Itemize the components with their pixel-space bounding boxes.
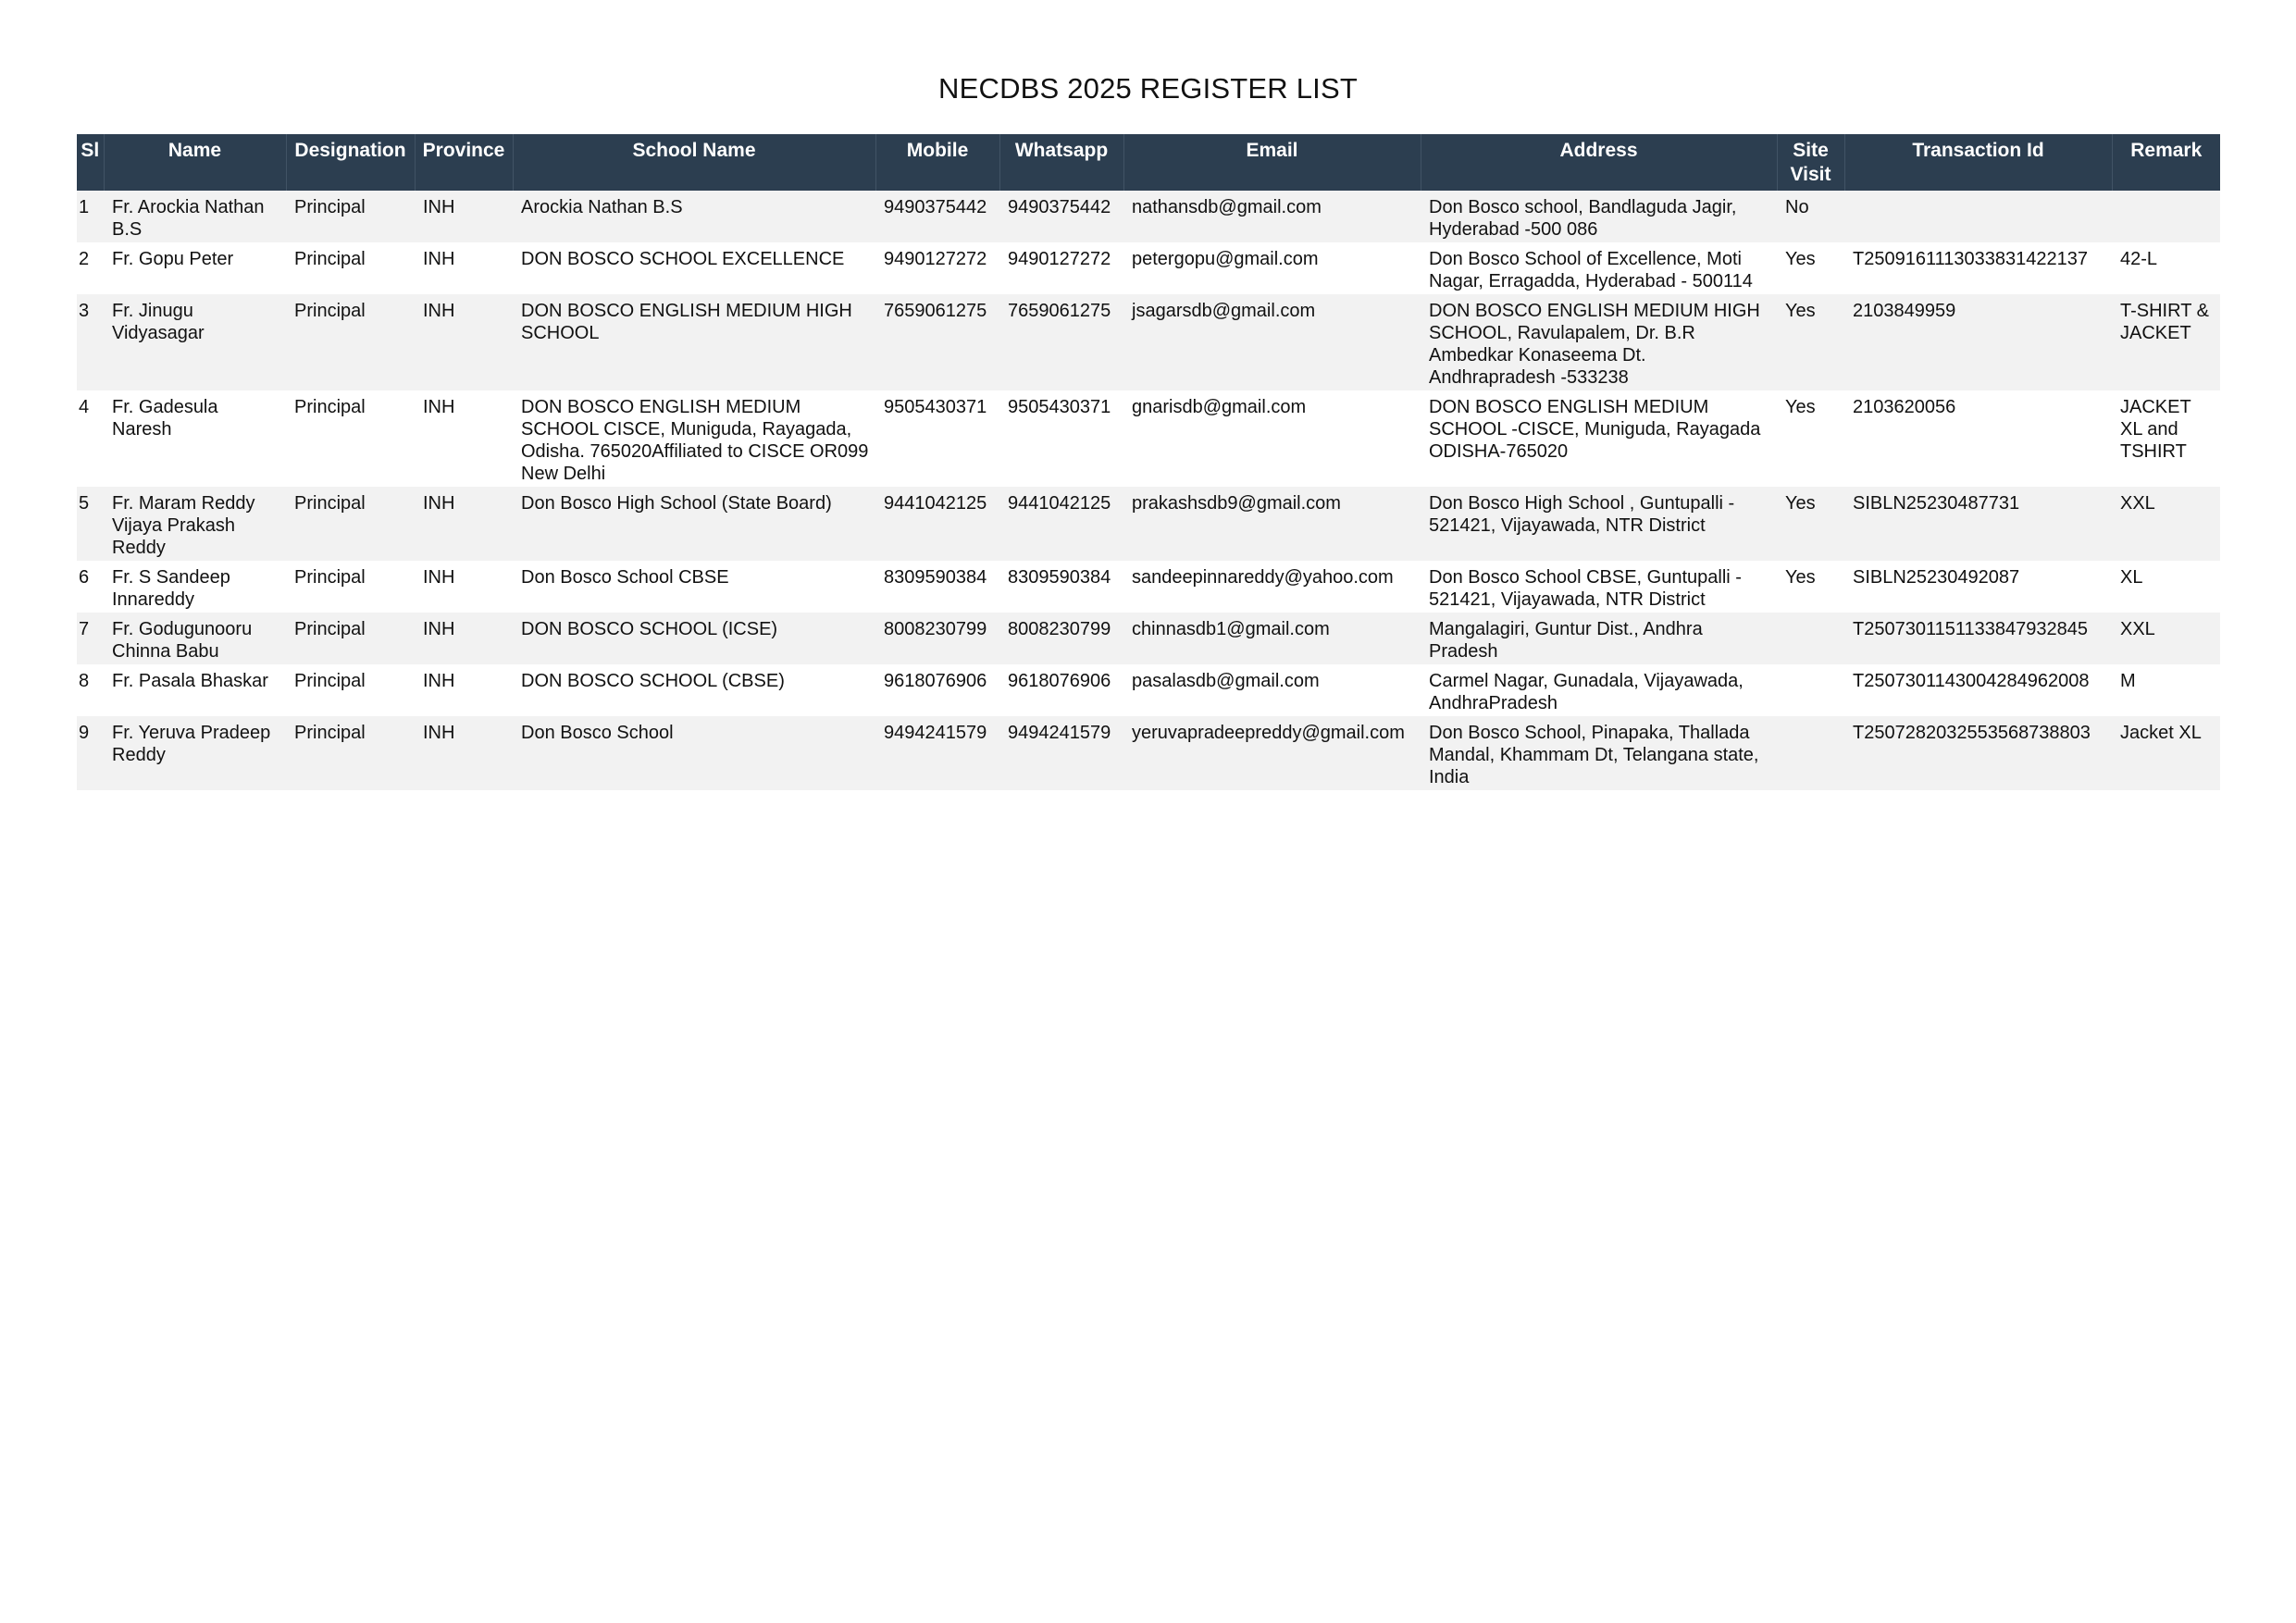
header-address: Address — [1421, 134, 1777, 191]
header-mobile: Mobile — [875, 134, 999, 191]
cell-name: Fr. Arockia Nathan B.S — [104, 191, 286, 242]
cell-email: nathansdb@gmail.com — [1123, 191, 1421, 242]
cell-email: chinnasdb1@gmail.com — [1123, 613, 1421, 664]
table-row — [77, 664, 2220, 716]
cell-address: Don Bosco school, Bandlaguda Jagir, Hyderabad -500 086 — [1421, 191, 1777, 242]
cell-remark: XXL — [2112, 613, 2220, 664]
table-row — [77, 487, 2220, 561]
cell-province: INH — [415, 242, 513, 294]
table-row — [77, 191, 2220, 242]
cell-sl: 4 — [77, 390, 104, 487]
cell-transaction-id: SIBLN25230487731 — [1844, 487, 2112, 561]
register-table — [77, 134, 2220, 790]
cell-designation: Principal — [286, 191, 415, 242]
header-sl: Sl — [77, 134, 104, 191]
cell-designation: Principal — [286, 561, 415, 613]
cell-designation: Principal — [286, 390, 415, 487]
cell-email: yeruvapradeepreddy@gmail.com — [1123, 716, 1421, 790]
cell-mobile: 8008230799 — [875, 613, 999, 664]
cell-school-name: Don Bosco School CBSE — [513, 561, 875, 613]
table-row — [77, 716, 2220, 790]
cell-school-name: DON BOSCO SCHOOL (ICSE) — [513, 613, 875, 664]
cell-school-name: DON BOSCO SCHOOL EXCELLENCE — [513, 242, 875, 294]
cell-remark: 42-L — [2112, 242, 2220, 294]
cell-sl: 7 — [77, 613, 104, 664]
cell-transaction-id — [1844, 191, 2112, 242]
cell-transaction-id: 2103849959 — [1844, 294, 2112, 390]
cell-province: INH — [415, 390, 513, 487]
header-email: Email — [1123, 134, 1421, 191]
cell-email: gnarisdb@gmail.com — [1123, 390, 1421, 487]
header-transaction-id: Transaction Id — [1844, 134, 2112, 191]
cell-transaction-id: SIBLN25230492087 — [1844, 561, 2112, 613]
cell-mobile: 9505430371 — [875, 390, 999, 487]
cell-mobile: 9494241579 — [875, 716, 999, 790]
cell-email: sandeepinnareddy@yahoo.com — [1123, 561, 1421, 613]
cell-sl: 1 — [77, 191, 104, 242]
cell-email: jsagarsdb@gmail.com — [1123, 294, 1421, 390]
cell-school-name: DON BOSCO ENGLISH MEDIUM HIGH SCHOOL — [513, 294, 875, 390]
cell-site-visit: Yes — [1777, 561, 1844, 613]
page-title: NECDBS 2025 REGISTER LIST — [938, 72, 1358, 105]
header-province: Province — [415, 134, 513, 191]
cell-whatsapp: 9494241579 — [999, 716, 1123, 790]
cell-mobile: 7659061275 — [875, 294, 999, 390]
cell-sl: 9 — [77, 716, 104, 790]
cell-transaction-id: T2507301151133847932845 — [1844, 613, 2112, 664]
header-site-visit: Site Visit — [1777, 134, 1844, 191]
cell-transaction-id: T2507301143004284962008 — [1844, 664, 2112, 716]
cell-province: INH — [415, 664, 513, 716]
cell-remark: T-SHIRT & JACKET — [2112, 294, 2220, 390]
cell-address: Don Bosco High School , Guntupalli - 521421, Vijayawada, NTR District — [1421, 487, 1777, 561]
cell-address: Mangalagiri, Guntur Dist., Andhra Pradesh — [1421, 613, 1777, 664]
cell-remark — [2112, 191, 2220, 242]
header-name: Name — [104, 134, 286, 191]
cell-whatsapp: 9618076906 — [999, 664, 1123, 716]
cell-name: Fr. Gopu Peter — [104, 242, 286, 294]
cell-site-visit: Yes — [1777, 487, 1844, 561]
cell-email: petergopu@gmail.com — [1123, 242, 1421, 294]
cell-email: pasalasdb@gmail.com — [1123, 664, 1421, 716]
cell-name: Fr. Godugunooru Chinna Babu — [104, 613, 286, 664]
header-row — [77, 134, 2220, 191]
cell-site-visit — [1777, 664, 1844, 716]
cell-remark: XXL — [2112, 487, 2220, 561]
cell-email: prakashsdb9@gmail.com — [1123, 487, 1421, 561]
cell-mobile: 9441042125 — [875, 487, 999, 561]
cell-designation: Principal — [286, 716, 415, 790]
cell-address: Don Bosco School CBSE, Guntupalli - 521421, Vijayawada, NTR District — [1421, 561, 1777, 613]
cell-site-visit: No — [1777, 191, 1844, 242]
cell-site-visit — [1777, 613, 1844, 664]
table-row — [77, 390, 2220, 487]
cell-whatsapp: 9441042125 — [999, 487, 1123, 561]
cell-designation: Principal — [286, 487, 415, 561]
cell-remark: XL — [2112, 561, 2220, 613]
header-school-name: School Name — [513, 134, 875, 191]
cell-mobile: 9490375442 — [875, 191, 999, 242]
cell-school-name: Don Bosco School — [513, 716, 875, 790]
table-row — [77, 613, 2220, 664]
cell-name: Fr. Gadesula Naresh — [104, 390, 286, 487]
cell-designation: Principal — [286, 613, 415, 664]
cell-school-name: Arockia Nathan B.S — [513, 191, 875, 242]
cell-sl: 5 — [77, 487, 104, 561]
table-row — [77, 561, 2220, 613]
cell-whatsapp: 8309590384 — [999, 561, 1123, 613]
cell-school-name: DON BOSCO ENGLISH MEDIUM SCHOOL CISCE, Muniguda, Rayagada, Odisha. 765020Affiliated to CISCE OR099 New Delhi — [513, 390, 875, 487]
cell-site-visit: Yes — [1777, 294, 1844, 390]
cell-designation: Principal — [286, 664, 415, 716]
header-whatsapp: Whatsapp — [999, 134, 1123, 191]
cell-whatsapp: 7659061275 — [999, 294, 1123, 390]
cell-name: Fr. S Sandeep Innareddy — [104, 561, 286, 613]
cell-whatsapp: 9505430371 — [999, 390, 1123, 487]
cell-remark: JACKET XL and TSHIRT — [2112, 390, 2220, 487]
cell-site-visit: Yes — [1777, 390, 1844, 487]
cell-remark: M — [2112, 664, 2220, 716]
table-body — [77, 191, 2220, 790]
cell-transaction-id: T2507282032553568738803 — [1844, 716, 2112, 790]
cell-transaction-id: 2103620056 — [1844, 390, 2112, 487]
header-remark: Remark — [2112, 134, 2220, 191]
cell-sl: 3 — [77, 294, 104, 390]
cell-address: Don Bosco School of Excellence, Moti Nagar, Erragadda, Hyderabad - 500114 — [1421, 242, 1777, 294]
cell-transaction-id: T2509161113033831422137 — [1844, 242, 2112, 294]
cell-sl: 8 — [77, 664, 104, 716]
cell-designation: Principal — [286, 294, 415, 390]
cell-site-visit — [1777, 716, 1844, 790]
cell-school-name: Don Bosco High School (State Board) — [513, 487, 875, 561]
cell-designation: Principal — [286, 242, 415, 294]
cell-mobile: 9490127272 — [875, 242, 999, 294]
cell-province: INH — [415, 561, 513, 613]
cell-mobile: 8309590384 — [875, 561, 999, 613]
cell-province: INH — [415, 613, 513, 664]
cell-sl: 2 — [77, 242, 104, 294]
cell-address: DON BOSCO ENGLISH MEDIUM HIGH SCHOOL, Ravulapalem, Dr. B.R Ambedkar Konaseema Dt. Andhrapradesh -533238 — [1421, 294, 1777, 390]
cell-whatsapp: 9490127272 — [999, 242, 1123, 294]
cell-mobile: 9618076906 — [875, 664, 999, 716]
cell-province: INH — [415, 191, 513, 242]
cell-address: DON BOSCO ENGLISH MEDIUM SCHOOL -CISCE, Muniguda, Rayagada ODISHA-765020 — [1421, 390, 1777, 487]
table-row — [77, 294, 2220, 390]
cell-name: Fr. Yeruva Pradeep Reddy — [104, 716, 286, 790]
header-designation: Designation — [286, 134, 415, 191]
table-row — [77, 242, 2220, 294]
cell-name: Fr. Jinugu Vidyasagar — [104, 294, 286, 390]
cell-school-name: DON BOSCO SCHOOL (CBSE) — [513, 664, 875, 716]
cell-whatsapp: 9490375442 — [999, 191, 1123, 242]
cell-remark: Jacket XL — [2112, 716, 2220, 790]
cell-name: Fr. Pasala Bhaskar — [104, 664, 286, 716]
cell-sl: 6 — [77, 561, 104, 613]
cell-province: INH — [415, 716, 513, 790]
cell-name: Fr. Maram Reddy Vijaya Prakash Reddy — [104, 487, 286, 561]
cell-whatsapp: 8008230799 — [999, 613, 1123, 664]
cell-province: INH — [415, 294, 513, 390]
table-header — [77, 134, 2220, 191]
cell-province: INH — [415, 487, 513, 561]
cell-site-visit: Yes — [1777, 242, 1844, 294]
cell-address: Don Bosco School, Pinapaka, Thallada Mandal, Khammam Dt, Telangana state, India — [1421, 716, 1777, 790]
cell-address: Carmel Nagar, Gunadala, Vijayawada, AndhraPradesh — [1421, 664, 1777, 716]
